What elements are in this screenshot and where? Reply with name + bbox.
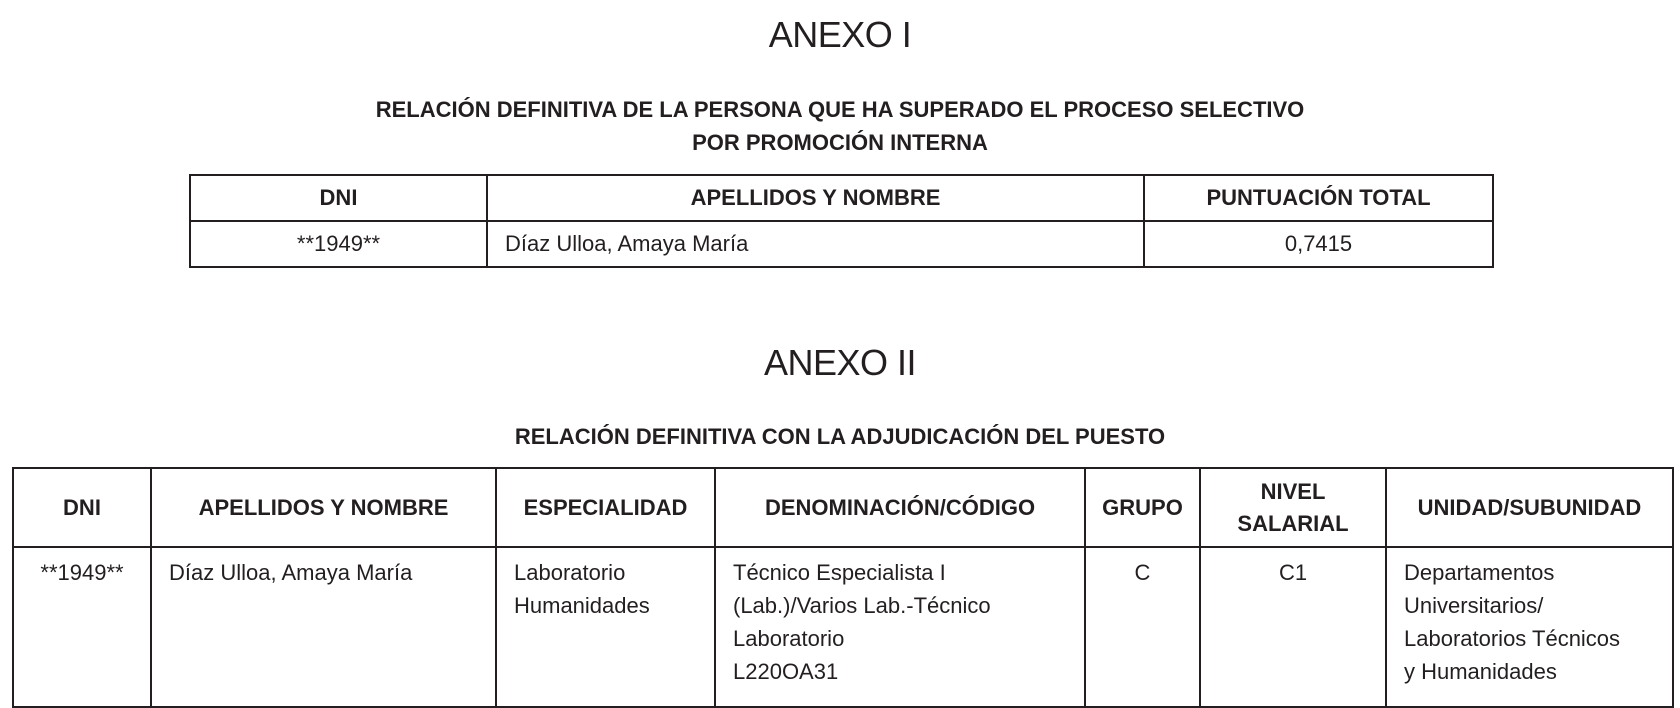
cell-especialidad — [496, 547, 715, 707]
cell-apellidos-nombre: Díaz Ulloa, Amaya María — [151, 547, 496, 707]
annex-2-subtitle: RELACIÓN DEFINITIVA CON LA ADJUDICACIÓN DEL PUESTO — [514, 424, 1166, 449]
unidad-line: Laboratorios Técnicos — [1404, 626, 1621, 651]
unidad-line: Departamentos — [1404, 560, 1555, 585]
denominacion-line: (Lab.)/Varios Lab.-Técnico — [733, 593, 991, 618]
cell-dni: **1949** — [13, 547, 151, 707]
header-puntuacion-total: PUNTUACIÓN TOTAL — [1144, 175, 1493, 221]
unidad-line: Universitarios/ — [1404, 593, 1544, 618]
denominacion-code: L220OA31 — [733, 659, 839, 684]
cell-unidad-subunidad — [1386, 547, 1673, 707]
cell-apellidos-nombre: Díaz Ulloa, Amaya María — [487, 221, 1144, 267]
header-nivel-line-2: SALARIAL — [1237, 510, 1349, 536]
header-nivel-salarial — [1200, 468, 1386, 547]
table-header-row — [190, 175, 1493, 221]
table-header-row — [13, 468, 1673, 547]
cell-denominacion-codigo — [715, 547, 1085, 707]
header-dni: DNI — [190, 175, 487, 221]
header-denominacion-codigo: DENOMINACIÓN/CÓDIGO — [715, 468, 1085, 547]
denominacion-line: Técnico Especialista I — [733, 560, 946, 585]
header-nivel-line-1: NIVEL — [1260, 478, 1326, 504]
cell-nivel-salarial: C1 — [1200, 547, 1386, 707]
header-grupo: GRUPO — [1085, 468, 1200, 547]
annex-1-table — [189, 174, 1494, 268]
header-dni: DNI — [13, 468, 151, 547]
header-especialidad: ESPECIALIDAD — [496, 468, 715, 547]
cell-dni: **1949** — [190, 221, 487, 267]
annex-1-title: ANEXO I — [768, 14, 912, 55]
header-apellidos-nombre: APELLIDOS Y NOMBRE — [487, 175, 1144, 221]
cell-grupo: C — [1085, 547, 1200, 707]
annex-1-subtitle-line-1: RELACIÓN DEFINITIVA DE LA PERSONA QUE HA SUPERADO EL PROCESO SELECTIVO — [375, 97, 1305, 122]
annex-1-subtitle-line-2: POR PROMOCIÓN INTERNA — [692, 130, 988, 155]
table-row — [13, 547, 1673, 707]
especialidad-line: Humanidades — [514, 593, 650, 618]
cell-puntuacion-total: 0,7415 — [1144, 221, 1493, 267]
unidad-line: y Humanidades — [1404, 659, 1557, 684]
header-apellidos-nombre: APELLIDOS Y NOMBRE — [151, 468, 496, 547]
header-unidad-subunidad: UNIDAD/SUBUNIDAD — [1386, 468, 1673, 547]
annex-2-title: ANEXO II — [763, 342, 917, 383]
annex-2-table — [12, 467, 1674, 708]
denominacion-line: Laboratorio — [733, 626, 845, 651]
table-row — [190, 221, 1493, 267]
especialidad-line: Laboratorio — [514, 560, 626, 585]
